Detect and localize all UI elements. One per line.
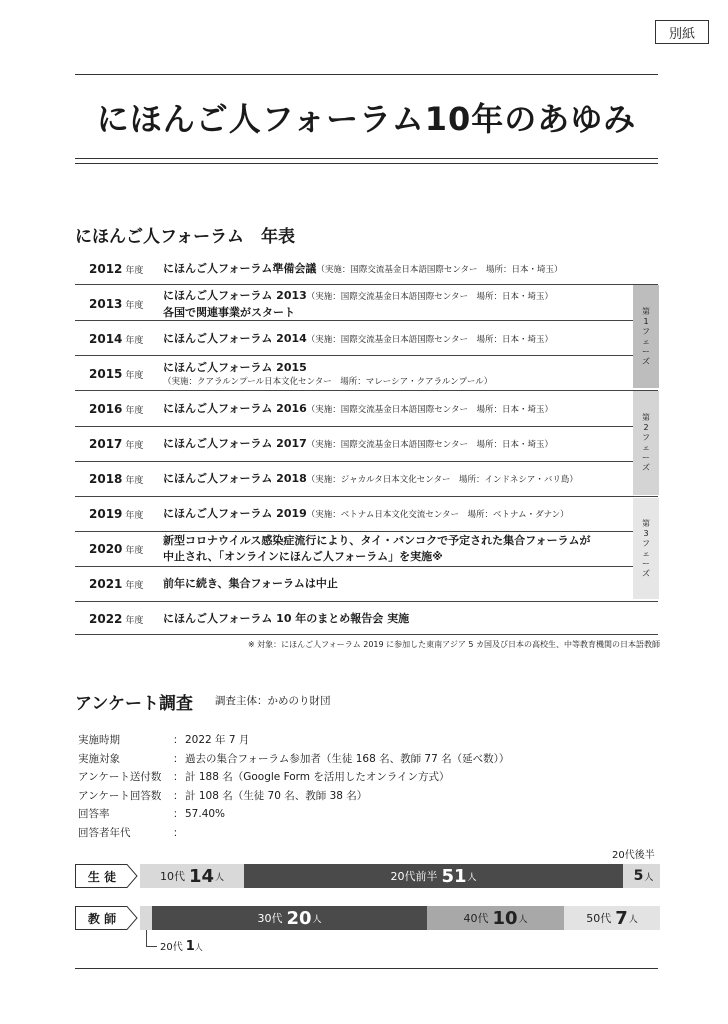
- bar-age-label: 40代: [463, 912, 489, 925]
- year-number: 2013: [89, 297, 123, 311]
- row-divider: [75, 426, 633, 427]
- info-colon: ：: [173, 752, 184, 765]
- bar-age-label: 30代: [257, 912, 283, 925]
- survey-heading: アンケート調査: [75, 694, 193, 714]
- timeline-year: [75, 542, 163, 556]
- bar-unit: 人: [628, 914, 638, 925]
- row-divider: [75, 634, 658, 635]
- info-colon: ：: [173, 771, 184, 783]
- survey-info-row: [78, 788, 367, 803]
- row-divider: [75, 461, 633, 462]
- timeline-row: [75, 429, 633, 459]
- phase-label: 第 2 フ ェ ー ズ: [642, 413, 650, 472]
- row-divider: [75, 320, 633, 321]
- event-subtext: 各国で関連事業がスタート: [163, 305, 295, 319]
- bar-student-20s-late: [623, 864, 660, 888]
- phase-band-2: [633, 391, 659, 495]
- bar-unit: 人: [215, 872, 225, 883]
- bar-age-label: 20代前半: [390, 870, 438, 883]
- row-divider: [75, 566, 633, 567]
- bar-unit: 人: [518, 914, 528, 925]
- timeline-row: [75, 394, 633, 424]
- year-number: 2017: [89, 437, 123, 451]
- event-title: にほんご人フォーラム 2018: [163, 471, 307, 485]
- survey-organizer: 調査主体：かめのり財団: [215, 695, 331, 707]
- timeline-row: [75, 359, 633, 389]
- year-number: 2022: [89, 612, 123, 626]
- bar-student-20s-early: [244, 864, 623, 888]
- event-note: （実施：国際交流基金日本語国際センター 場所：日本・埼玉）: [306, 334, 553, 345]
- info-value: 過去の集合フォーラム参加者（生徒 168 名、教師 77 名（延べ数））: [185, 752, 510, 765]
- timeline-year: [75, 612, 163, 626]
- bar-age-label: 50代: [586, 912, 612, 925]
- timeline-year: [75, 367, 163, 381]
- year-unit: 年度: [125, 301, 144, 311]
- timeline-event: [163, 401, 633, 418]
- timeline-event: [163, 506, 633, 523]
- year-unit: 年度: [125, 476, 144, 486]
- row-divider: [75, 496, 658, 497]
- phase-band-1: [633, 285, 659, 388]
- bar-teacher-40s: [427, 906, 564, 930]
- event-note: （実施：国際交流基金日本語国際センター 場所：日本・埼玉）: [306, 404, 553, 415]
- year-unit: 年度: [125, 511, 144, 521]
- year-unit: 年度: [125, 441, 144, 451]
- event-note: （実施：国際交流基金日本語国際センター 場所：日本・埼玉）: [316, 264, 563, 275]
- timeline-year: [75, 332, 163, 346]
- event-title: にほんご人フォーラム 2015: [163, 360, 307, 374]
- info-colon: ：: [173, 826, 184, 839]
- bar-age-label: 20代: [160, 942, 183, 953]
- timeline-row: [75, 254, 633, 284]
- bar-value: 1: [185, 939, 195, 954]
- phase-label: 第 3 フ ェ ー ズ: [642, 518, 650, 578]
- timeline-event: [163, 436, 633, 453]
- survey-info-row: [78, 825, 185, 840]
- bar-age-label: 10代: [159, 870, 185, 883]
- timeline-event: [163, 611, 633, 627]
- timeline-event: [163, 576, 633, 592]
- timeline-year: [75, 507, 163, 521]
- timeline-row: [75, 289, 633, 319]
- bar-student-10s: [140, 864, 244, 888]
- year-number: 2020: [89, 542, 123, 556]
- info-value: 2022 年 7 月: [185, 734, 250, 746]
- info-colon: ：: [173, 789, 184, 802]
- event-note: （実施：国際交流基金日本語国際センター 場所：日本・埼玉）: [306, 439, 553, 450]
- row-label-students: 生 徒: [87, 869, 117, 884]
- bottom-rule: [75, 968, 658, 969]
- title-top-rule: [75, 74, 658, 75]
- survey-info-row: [78, 751, 509, 766]
- info-label: 実施対象: [78, 752, 120, 765]
- timeline-event: [163, 261, 633, 278]
- bar-teacher-50s: [564, 906, 660, 930]
- bar-value: 20: [286, 907, 312, 929]
- timeline-heading: にほんご人フォーラム 年表: [75, 227, 295, 247]
- page-title: にほんご人フォーラム10年のあゆみ: [96, 100, 637, 138]
- event-title: にほんご人フォーラム準備会議: [163, 261, 317, 275]
- timeline-event: [163, 471, 633, 488]
- year-number: 2018: [89, 472, 123, 486]
- bar-student-20s-late-label: 20代後半: [612, 850, 655, 861]
- year-number: 2015: [89, 367, 123, 381]
- bar-unit: 人: [644, 872, 654, 883]
- bar-value: 14: [188, 865, 215, 887]
- title-bottom-rule-1: [75, 158, 658, 159]
- info-label: アンケート送付数: [78, 771, 162, 783]
- bar-unit: 人: [467, 872, 477, 883]
- info-value: 計 188 名（Google Form を活用したオンライン方式）: [185, 771, 450, 783]
- year-number: 2021: [89, 577, 123, 591]
- timeline-footnote: ※ 対象：にほんご人フォーラム 2019 に参加した東南アジア 5 カ国及び日本の高校生、中等教育機関の日本語教師: [247, 640, 660, 649]
- info-label: 回答率: [78, 808, 110, 820]
- bar-teacher-20s: [140, 906, 152, 930]
- survey-info-row: [78, 732, 249, 747]
- info-value: 57.40%: [185, 808, 226, 820]
- timeline-row: [75, 569, 633, 599]
- survey-info-row: [78, 806, 225, 821]
- timeline-row: [75, 604, 633, 634]
- bar-value: 7: [615, 907, 628, 929]
- event-title: にほんご人フォーラム 2013: [163, 288, 307, 302]
- bar-value: 10: [492, 907, 518, 929]
- bar-teacher-20s-label: [160, 938, 203, 954]
- row-divider: [75, 390, 658, 391]
- timeline-event: [163, 288, 633, 321]
- bar-value: 51: [441, 865, 467, 887]
- row-label-teachers: 教 師: [87, 911, 117, 926]
- event-note: （実施：国際交流基金日本語国際センター 場所：日本・埼玉）: [306, 291, 553, 302]
- event-title: にほんご人フォーラム 2016: [163, 401, 307, 415]
- phase-label: 第 1 フ ェ ー ズ: [642, 306, 650, 366]
- timeline-event: [163, 331, 633, 348]
- row-divider: [75, 531, 633, 532]
- timeline-event: [163, 533, 633, 565]
- timeline-year: [75, 402, 163, 416]
- row-divider: [75, 284, 658, 285]
- year-number: 2016: [89, 402, 123, 416]
- row-divider: [75, 355, 633, 356]
- info-label: 回答者年代: [78, 826, 131, 839]
- timeline-row: [75, 534, 633, 564]
- info-colon: ：: [173, 808, 184, 820]
- info-colon: ：: [173, 734, 184, 746]
- year-unit: 年度: [125, 581, 144, 591]
- info-value: 計 108 名（生徒 70 名、教師 38 名）: [185, 789, 368, 802]
- timeline-row: [75, 324, 633, 354]
- attachment-tag: 別紙: [655, 20, 709, 44]
- callout-line: [146, 930, 157, 947]
- event-note: （実施：ベトナム日本文化交流センター 場所：ベトナム・ダナン）: [306, 509, 569, 520]
- bar-value: 5: [633, 868, 644, 884]
- event-title: 前年に続き、集合フォーラムは中止: [163, 577, 338, 590]
- bar-teacher-30s: [152, 906, 427, 930]
- phase-band-3: [633, 498, 659, 599]
- year-unit: 年度: [125, 336, 144, 346]
- year-unit: 年度: [125, 266, 144, 276]
- timeline-row: [75, 499, 633, 529]
- year-unit: 年度: [125, 371, 144, 381]
- event-title: にほんご人フォーラム 2019: [163, 506, 307, 520]
- year-unit: 年度: [125, 406, 144, 416]
- year-unit: 年度: [125, 546, 144, 556]
- event-title: 新型コロナウイルス感染症流行により、タイ・バンコクで予定された集合フォーラムが: [163, 534, 591, 547]
- bar-unit: 人: [194, 943, 203, 952]
- timeline-event: [163, 360, 633, 389]
- event-subtext: 中止され、「オンラインにほんご人フォーラム」を実施※: [163, 550, 443, 563]
- timeline-year: [75, 262, 163, 276]
- year-unit: 年度: [125, 616, 144, 626]
- timeline-row: [75, 464, 633, 494]
- info-label: 実施時期: [78, 734, 120, 746]
- event-title: にほんご人フォーラム 2014: [163, 331, 307, 345]
- year-number: 2019: [89, 507, 123, 521]
- timeline-year: [75, 472, 163, 486]
- row-divider: [75, 601, 658, 602]
- year-number: 2014: [89, 332, 123, 346]
- title-bottom-rule-2: [75, 163, 658, 164]
- year-number: 2012: [89, 262, 123, 276]
- timeline-year: [75, 437, 163, 451]
- survey-info-row: [78, 769, 450, 784]
- event-title: にほんご人フォーラム 10 年のまとめ報告会 実施: [163, 612, 410, 625]
- bar-unit: 人: [312, 914, 322, 925]
- timeline-year: [75, 577, 163, 591]
- info-label: アンケート回答数: [78, 789, 162, 802]
- timeline-year: [75, 297, 163, 311]
- event-subtext: （実施：クアラルンプール日本文化センター 場所：マレーシア・クアラルンプール）: [163, 376, 493, 387]
- event-title: にほんご人フォーラム 2017: [163, 436, 307, 450]
- event-note: （実施：ジャカルタ日本文化センター 場所：インドネシア・バリ島）: [306, 474, 578, 485]
